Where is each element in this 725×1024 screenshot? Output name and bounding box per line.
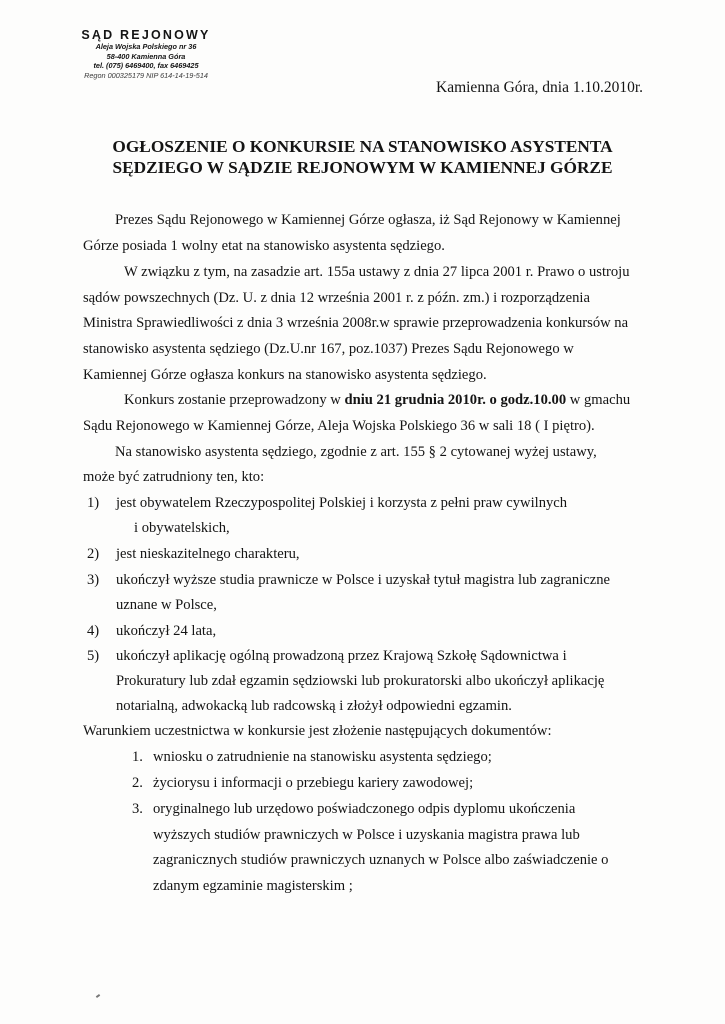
list-item: jest nieskazitelnego charakteru, (116, 546, 300, 562)
list-item: Prokuratury lub zdał egzamin sędziowski lub prokuratorski albo ukończył aplikację (116, 673, 605, 689)
paragraph-line: Kamiennej Górze ogłasza konkurs na stanowisko asystenta sędziego. (83, 367, 487, 383)
list-item: ukończył aplikację ogólną prowadzoną przez Krajową Szkołę Sądownictwa i (116, 648, 567, 664)
list-item: notarialną, adwokacką lub radcowską i złożył odpowiedni egzamin. (116, 698, 512, 714)
list-item: wniosku o zatrudnienie na stanowisku asystenta sędziego; (153, 749, 492, 765)
title-line-1: OGŁOSZENIE O KONKURSIE NA STANOWISKO ASYSTENTA (112, 137, 613, 156)
scan-speck (96, 994, 100, 998)
stamp-ids: Regon 000325179 NIP 614-14-19-514 (84, 70, 208, 80)
list-item: oryginalnego lub urzędowo poświadczonego odpis dyplomu ukończenia (153, 801, 576, 817)
paragraph-line: W związku z tym, na zasadzie art. 155a ustawy z dnia 27 lipca 2001 r. Prawo o ustroju (124, 264, 630, 280)
list-number: 3. (132, 801, 143, 817)
stamp-address: Aleja Wojska Polskiego nr 36 (95, 42, 197, 51)
paragraph-line: sądów powszechnych (Dz. U. z dnia 12 września 2001 r. z późn. zm.) i rozporządzenia (83, 290, 590, 306)
paragraph-line: Górze posiada 1 wolny etat na stanowisko asystenta sędziego. (83, 238, 445, 254)
list-item: jest obywatelem Rzeczypospolitej Polskiej i korzysta z pełni praw cywilnych (116, 495, 568, 511)
list-item: uznane w Polsce, (116, 597, 217, 613)
documents-intro: Warunkiem uczestnictwa w konkursie jest złożenie następujących dokumentów: (83, 723, 552, 739)
paragraph-line: Ministra Sprawiedliwości z dnia 3 września 2008r.w sprawie przeprowadzenia konkursów na (83, 315, 629, 331)
list-item: ukończył wyższe studia prawnicze w Polsce i uzyskał tytuł magistra lub zagraniczne (116, 572, 610, 588)
list-number: 5) (87, 648, 100, 664)
stamp-phone: tel. (075) 6469400, fax 6469425 (93, 61, 199, 71)
paragraph-text: Konkurs zostanie przeprowadzony w (124, 392, 345, 408)
stamp-court-name: SĄD REJONOWY (81, 28, 211, 42)
paragraph-line: Prezes Sądu Rejonowego w Kamiennej Górze ogłasza, iż Sąd Rejonowy w Kamiennej (115, 212, 621, 228)
title-line-2: SĘDZIEGO W SĄDZIE REJONOWYM W KAMIENNEJ GÓRZE (112, 158, 613, 177)
list-number: 2) (87, 546, 100, 562)
list-item: ukończył 24 lata, (116, 623, 217, 639)
dateline: Kamienna Góra, dnia 1.10.2010r. (436, 79, 644, 96)
list-item: życiorysu i informacji o przebiegu kariery zawodowej; (153, 775, 474, 791)
list-item: zdanym egzaminie magisterskim ; (153, 878, 353, 894)
list-number: 3) (87, 572, 100, 588)
paragraph-line: stanowisko asystenta sędziego (Dz.U.nr 167, poz.1037) Prezes Sądu Rejonowego w (83, 341, 574, 357)
court-stamp (56, 28, 236, 80)
list-item: wyższych studiów prawniczych w Polsce i uzyskania magistra prawa lub (153, 827, 580, 843)
list-number: 1) (87, 495, 100, 511)
paragraph-line (124, 392, 630, 409)
list-number: 1. (132, 749, 143, 765)
paragraph-text: w gmachu (566, 392, 631, 408)
paragraph-line: Na stanowisko asystenta sędziego, zgodnie z art. 155 § 2 cytowanej wyżej ustawy, (115, 444, 597, 460)
list-number: 4) (87, 623, 100, 639)
list-number: 2. (132, 775, 143, 791)
contest-date: dniu 21 grudnia 2010r. o godz.10.00 (344, 392, 567, 408)
paragraph-line: może być zatrudniony ten, kto: (83, 469, 265, 485)
list-item: zagranicznych studiów prawniczych uznanych w Polsce albo zaświadczenie o (153, 852, 609, 868)
document-title (0, 136, 725, 178)
paragraph-line: Sądu Rejonowego w Kamiennej Górze, Aleja Wojska Polskiego 36 w sali 18 ( I piętro). (83, 418, 595, 434)
stamp-city: 58-400 Kamienna Góra (106, 51, 186, 61)
list-item: i obywatelskich, (134, 520, 230, 536)
